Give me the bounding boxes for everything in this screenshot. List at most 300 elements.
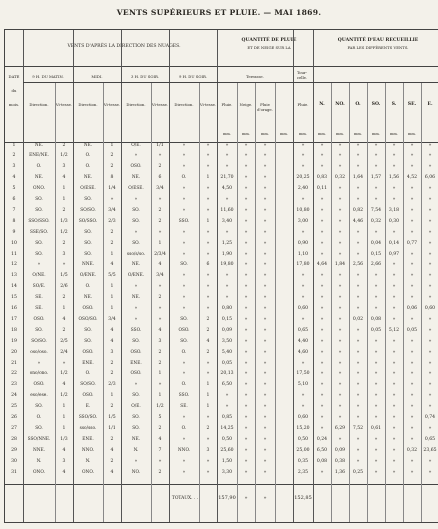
table-cell: 2 <box>62 142 66 148</box>
table-cell: » <box>225 153 229 159</box>
table-cell: » <box>374 447 378 453</box>
table-cell: » <box>182 415 186 420</box>
table-cell: » <box>225 197 229 202</box>
table-cell: 1 <box>206 382 210 388</box>
table-cell: » <box>244 240 248 246</box>
table-cell: » <box>244 197 248 202</box>
table-cell: » <box>182 251 186 257</box>
table-cell: » <box>356 338 360 344</box>
table-cell: 2 <box>158 218 162 224</box>
table-cell: » <box>263 371 267 377</box>
table-cell: » <box>320 415 324 420</box>
table-cell: 4,60 <box>297 349 309 355</box>
table-cell: » <box>392 458 396 464</box>
table-cell: » <box>338 349 342 355</box>
table-cell: 1 <box>110 142 114 148</box>
direction-subheader: Direction. <box>29 102 49 107</box>
day-cell: 3 <box>12 164 16 170</box>
table-cell: NNE. <box>81 262 95 268</box>
table-cell: 6,50 <box>316 447 328 453</box>
table-cell: » <box>338 251 342 257</box>
table-cell: » <box>338 327 342 333</box>
table-cell: SSO. <box>130 327 142 333</box>
table-cell: 2 <box>110 436 114 442</box>
table-cell: NE. <box>131 175 141 181</box>
table-cell: O. <box>181 425 187 431</box>
table-cell: » <box>428 458 432 464</box>
table-cell: » <box>134 229 138 235</box>
table-cell: 1/2 <box>60 393 68 399</box>
table-cell: » <box>158 153 162 159</box>
table-cell: SO. <box>84 338 92 344</box>
table-cell: 1/4 <box>108 186 116 192</box>
table-cell: » <box>410 207 414 213</box>
table-cell: » <box>263 197 267 202</box>
table-cell: » <box>428 164 432 170</box>
day-cell: 31 <box>11 469 17 475</box>
table-cell: 0,08 <box>370 316 382 322</box>
table-cell: » <box>338 186 342 192</box>
table-cell: » <box>182 295 186 301</box>
table-cell: » <box>356 164 360 170</box>
table-cell: SO. <box>35 240 43 246</box>
unit-label: mm. <box>336 132 344 136</box>
table-cell: » <box>410 164 414 170</box>
table-cell: » <box>320 295 324 301</box>
table-cell: OSO. <box>130 349 142 355</box>
table-cell: N. <box>36 458 42 464</box>
table-cell: 0,25 <box>352 469 364 475</box>
table-cell: 1/2 <box>156 404 164 410</box>
table-cell: 6,29 <box>334 425 346 431</box>
table-cell: SO. <box>132 425 140 431</box>
unit-label: mm. <box>354 132 362 136</box>
total-pluie-tourelle: 152,85 <box>294 495 312 501</box>
table-cell: » <box>263 458 267 464</box>
table-cell: 4 <box>110 338 114 344</box>
table-cell: SO. <box>35 404 43 410</box>
table-cell: » <box>356 295 360 301</box>
table-cell: » <box>244 164 248 170</box>
table-cell: » <box>374 164 378 170</box>
table-cell: 1 <box>206 393 210 399</box>
wind-1-subheader: NO. <box>335 102 345 107</box>
table-cell: NO. <box>131 469 141 475</box>
table-cell: » <box>263 327 267 333</box>
date-header-du: du <box>11 88 17 93</box>
table-cell: 0,04 <box>370 240 382 246</box>
table-cell: » <box>301 273 305 279</box>
table-cell: » <box>428 393 432 399</box>
table-cell: » <box>263 240 267 246</box>
table-cell: » <box>338 338 342 344</box>
table-cell: 3,00 <box>297 218 309 224</box>
table-cell: 3,18 <box>388 207 400 213</box>
table-cell: 1,10 <box>297 251 309 257</box>
table-cell: SE. <box>180 404 188 410</box>
table-cell: » <box>206 240 210 246</box>
table-cell: 0,14 <box>388 240 400 246</box>
table-cell: » <box>206 142 210 148</box>
table-cell: » <box>410 186 414 192</box>
table-cell: » <box>182 284 186 290</box>
table-cell: OSO. <box>130 164 142 170</box>
table-cell: » <box>158 284 162 290</box>
table-cell: » <box>301 153 305 159</box>
table-cell: » <box>374 404 378 410</box>
table-cell: » <box>244 327 248 333</box>
table-cell: » <box>374 273 378 279</box>
table-cell: 0,50 <box>297 436 309 442</box>
table-cell: 0,82 <box>352 207 364 213</box>
table-cell: » <box>356 349 360 355</box>
table-cell: SO/SSO. <box>78 218 98 224</box>
table-cell: 0,77 <box>406 240 418 246</box>
table-cell: » <box>410 436 414 442</box>
table-cell: » <box>225 393 229 399</box>
table-cell: O/ESE. <box>128 186 144 192</box>
table-cell: » <box>428 349 432 355</box>
table-cell: 2 <box>206 425 210 431</box>
table-cell: » <box>392 371 396 377</box>
table-cell: » <box>338 415 342 420</box>
table-cell: SO. <box>35 251 43 257</box>
pluie-orage-subheader: Pluie d'orage. <box>257 102 273 112</box>
vitesse-subheader: Vi-tesse. <box>103 102 121 107</box>
table-cell: » <box>338 197 342 202</box>
day-cell: 10 <box>11 240 17 246</box>
table-cell: SE. <box>35 295 43 301</box>
unit-label: mm. <box>261 132 269 136</box>
day-cell: 9 <box>12 229 16 235</box>
table-cell: » <box>338 382 342 388</box>
day-cell: 19 <box>11 338 17 344</box>
table-cell: » <box>410 316 414 322</box>
table-cell: SO. <box>180 338 188 344</box>
table-cell: » <box>263 469 267 475</box>
table-cell: NE. <box>34 175 44 181</box>
direction-subheader: Direction. <box>174 102 194 107</box>
table-cell: » <box>206 273 210 279</box>
table-cell: » <box>410 142 414 148</box>
table-cell: E. <box>85 404 91 410</box>
table-cell: ENE. <box>130 360 142 366</box>
table-cell: SO. <box>132 240 140 246</box>
table-cell: 2/6 <box>60 284 68 290</box>
table-cell: 1 <box>110 251 114 257</box>
table-cell: 2 <box>206 316 210 322</box>
table-cell: 3 <box>206 447 210 453</box>
table-cell: 4,50 <box>221 186 233 192</box>
table-cell: » <box>392 164 396 170</box>
table-cell: O/E. <box>131 142 141 148</box>
table-cell: » <box>182 273 186 279</box>
table-cell: » <box>428 360 432 366</box>
table-cell: » <box>410 284 414 290</box>
table-cell: 1/1 <box>108 425 116 431</box>
wind-4-subheader: S. <box>391 102 397 107</box>
table-cell: » <box>338 284 342 290</box>
table-cell: » <box>244 382 248 388</box>
table-cell: » <box>356 360 360 366</box>
table-cell: 2 <box>110 229 114 235</box>
date-header: DATE <box>8 74 20 79</box>
table-cell: 0,35 <box>297 458 309 464</box>
table-cell: 2/5 <box>60 338 68 344</box>
table-cell: 1/1 <box>156 142 164 148</box>
table-cell: 2/4 <box>60 349 68 355</box>
table-cell: 5,40 <box>221 349 233 355</box>
table-cell: » <box>182 436 186 442</box>
table-cell: 0,11 <box>316 186 328 192</box>
table-cell: » <box>320 251 324 257</box>
table-cell: » <box>320 153 324 159</box>
table-cell: » <box>263 186 267 192</box>
table-cell: » <box>301 295 305 301</box>
day-cell: 7 <box>12 207 16 213</box>
table-cell: » <box>356 327 360 333</box>
table-cell: ENE/NE. <box>29 153 49 159</box>
h3s-header: 3 H. DU SOIR. <box>130 74 160 79</box>
date-header-mois: mois. <box>8 102 20 107</box>
unit-label: mm. <box>390 132 398 136</box>
page-title: VENTS SUPÉRIEURS ET PLUIE. — MAI 1869. <box>116 8 322 17</box>
table-cell: O. <box>85 371 91 377</box>
table-cell: » <box>244 316 248 322</box>
table-cell: O. <box>181 349 187 355</box>
table-cell: » <box>338 207 342 213</box>
table-cell: » <box>182 469 186 475</box>
table-cell: » <box>374 197 378 202</box>
table-cell: » <box>263 425 267 431</box>
day-cell: 1 <box>12 142 16 148</box>
table-cell: » <box>428 142 432 148</box>
table-cell: » <box>374 371 378 377</box>
table-cell: 0,30 <box>388 218 400 224</box>
table-cell: 4,40 <box>297 338 309 344</box>
table-cell: 2 <box>62 295 66 301</box>
h9s-header: 9 H. DU SOIR. <box>178 74 208 79</box>
table-cell: » <box>428 425 432 431</box>
table-cell: » <box>134 197 138 202</box>
table-cell: » <box>320 393 324 399</box>
table-cell: 2 <box>158 207 162 213</box>
table-cell: » <box>158 316 162 322</box>
table-cell: 0,38 <box>334 458 346 464</box>
totals-label: TOTAUX. . . <box>171 496 199 501</box>
table-cell: SO. <box>84 251 92 257</box>
table-cell: 3 <box>158 338 162 344</box>
table-cell: 2,56 <box>352 262 364 268</box>
table-cell: » <box>158 229 162 235</box>
table-cell: » <box>244 349 248 355</box>
table-cell: » <box>263 316 267 322</box>
table-cell: SO. <box>35 207 43 213</box>
table-cell: » <box>244 284 248 290</box>
table-cell: O. <box>85 284 91 290</box>
table-cell: SO. <box>180 262 188 268</box>
table-cell: 0,83 <box>316 175 328 181</box>
table-cell: » <box>338 164 342 170</box>
table-cell: 1 <box>206 218 210 224</box>
table-cell: » <box>206 469 210 475</box>
day-cell: 24 <box>11 393 17 399</box>
midi-header: MIDI. <box>91 74 103 79</box>
total-orage: » <box>263 495 267 501</box>
table-cell: 4 <box>62 316 66 322</box>
table-cell: » <box>356 284 360 290</box>
table-cell: SO. <box>84 240 92 246</box>
table-cell: » <box>244 469 248 475</box>
table-cell: » <box>244 415 248 420</box>
table-cell: » <box>244 338 248 344</box>
table-cell: » <box>320 425 324 431</box>
table-cell: 20,25 <box>296 175 310 181</box>
table-cell: » <box>374 349 378 355</box>
table-cell: 1,57 <box>370 175 382 181</box>
table-cell: » <box>225 164 229 170</box>
day-cell: 23 <box>11 382 17 388</box>
table-cell: » <box>356 251 360 257</box>
table-cell: » <box>392 360 396 366</box>
table-cell: 1,84 <box>334 262 346 268</box>
table-cell: » <box>158 458 162 464</box>
table-cell: » <box>320 360 324 366</box>
table-cell: 3/4 <box>108 207 116 213</box>
table-cell: » <box>263 229 267 235</box>
table-cell: OSO. <box>82 393 94 399</box>
table-cell: SSO. <box>178 393 190 399</box>
table-cell: » <box>374 295 378 301</box>
table-cell: » <box>392 295 396 301</box>
table-cell: » <box>338 316 342 322</box>
table-cell: » <box>182 186 186 192</box>
table-cell: » <box>410 349 414 355</box>
table-cell: » <box>392 469 396 475</box>
day-cell: 18 <box>11 327 17 333</box>
table-cell: 25,00 <box>296 447 310 453</box>
table-cell: » <box>244 306 248 311</box>
table-cell: » <box>392 153 396 159</box>
table-cell: » <box>356 142 360 148</box>
day-cell: 6 <box>12 197 16 202</box>
table-cell: 1 <box>110 393 114 399</box>
day-cell: 12 <box>11 262 17 268</box>
table-cell: OSO. <box>130 371 142 377</box>
table-cell: » <box>320 404 324 410</box>
table-cell: » <box>320 338 324 344</box>
table-cell: » <box>428 382 432 388</box>
table-cell: 2 <box>158 469 162 475</box>
table-cell: 1 <box>110 284 114 290</box>
table-cell: OSO. <box>178 327 190 333</box>
table-cell: » <box>263 306 267 311</box>
table-cell: 2 <box>62 327 66 333</box>
table-cell: » <box>410 425 414 431</box>
table-cell: » <box>410 338 414 344</box>
table-cell: » <box>392 338 396 344</box>
table-cell: » <box>244 251 248 257</box>
table-cell: O. <box>85 164 91 170</box>
table-cell: 0,05 <box>406 327 418 333</box>
table-cell: oso/oso. <box>30 349 48 355</box>
table-cell: NNO. <box>81 447 95 453</box>
table-cell: 2 <box>62 207 66 213</box>
subheader-rule <box>23 82 438 83</box>
table-cell: » <box>338 436 342 442</box>
unit-label: mm. <box>223 132 231 136</box>
wind-0-subheader: N. <box>319 102 325 107</box>
table-cell: 0,02 <box>352 316 364 322</box>
table-cell: N. <box>85 458 91 464</box>
table-cell: » <box>356 240 360 246</box>
table-cell: eso/ese. <box>30 393 48 399</box>
unit-label: mm. <box>408 132 416 136</box>
table-cell: 6,50 <box>221 382 233 388</box>
table-cell: ENE. <box>82 436 94 442</box>
table-cell: 3/4 <box>108 316 116 322</box>
table-cell: » <box>301 164 305 170</box>
table-cell: » <box>428 469 432 475</box>
table-cell: » <box>338 306 342 311</box>
table-cell: » <box>301 197 305 202</box>
table-cell: O/E. <box>131 404 141 410</box>
table-cell: » <box>392 415 396 420</box>
table-cell: 1,36 <box>334 469 346 475</box>
table-cell: » <box>410 415 414 420</box>
day-cell: 16 <box>11 306 17 311</box>
table-cell: » <box>356 197 360 202</box>
table-cell: » <box>392 186 396 192</box>
table-cell: SO. <box>84 327 92 333</box>
table-cell: » <box>263 207 267 213</box>
table-cell: » <box>206 360 210 366</box>
table-cell: » <box>392 197 396 202</box>
table-cell: » <box>244 447 248 453</box>
table-cell: » <box>320 197 324 202</box>
table-cell: 0,09 <box>221 327 233 333</box>
table-cell: » <box>410 382 414 388</box>
table-cell: » <box>392 404 396 410</box>
table-cell: » <box>263 251 267 257</box>
vitesse-subheader: Vi-tesse. <box>199 102 217 107</box>
day-cell: 11 <box>11 251 17 257</box>
table-cell: » <box>320 164 324 170</box>
table-cell: » <box>263 436 267 442</box>
table-cell: 4 <box>158 436 162 442</box>
table-cell: OSO. <box>33 382 45 388</box>
unit-label: mm. <box>372 132 380 136</box>
table-cell: » <box>263 415 267 420</box>
table-cell: » <box>356 447 360 453</box>
pluie-tourelle-subheader: Pluie. <box>297 102 309 107</box>
table-cell: 0,15 <box>221 316 233 322</box>
table-cell: 6 <box>206 262 210 268</box>
table-cell: » <box>356 382 360 388</box>
table-cell: 2 <box>158 425 162 431</box>
table-cell: » <box>320 371 324 377</box>
table-cell: 2 <box>158 349 162 355</box>
table-cell: » <box>263 295 267 301</box>
table-cell: SO. <box>35 425 43 431</box>
direction-subheader: Direction. <box>78 102 98 107</box>
table-cell: O/ENE. <box>79 273 97 279</box>
table-cell: » <box>320 349 324 355</box>
neige-subheader: Neige. <box>239 102 253 107</box>
table-cell: 0,32 <box>370 218 382 224</box>
table-cell: 2 <box>110 360 114 366</box>
table-cell: 2 <box>206 327 210 333</box>
